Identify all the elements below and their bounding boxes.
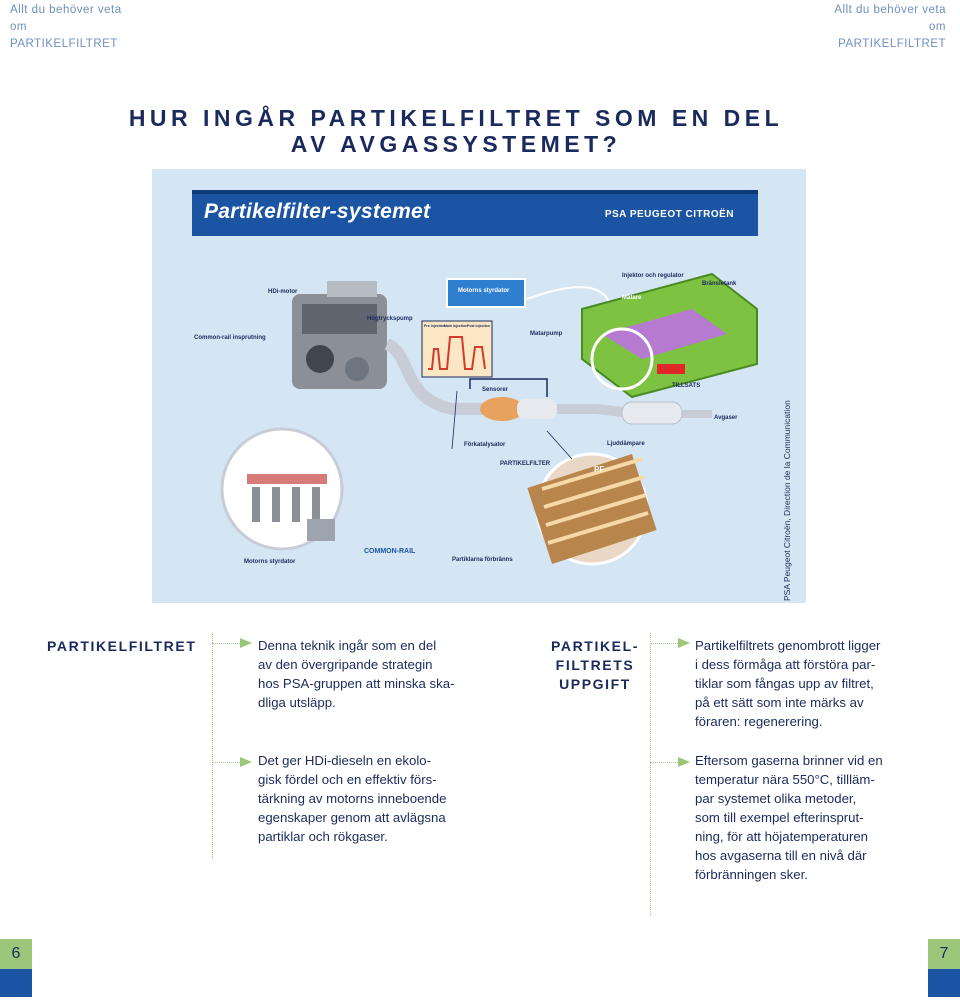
- text-line: Eftersom gaserna brinner vid en: [695, 753, 883, 768]
- text-line: tiklar som fångas upp av filtret,: [695, 676, 874, 691]
- label-main-injection: Main injection: [444, 324, 468, 328]
- label-bransletank: Bränsletank: [702, 281, 737, 287]
- text-line: hos PSA-gruppen att minska ska-: [258, 676, 455, 691]
- section-heading-partikelfiltret: PARTIKELFILTRET: [47, 638, 197, 654]
- text-line: förbränningen sker.: [695, 867, 808, 882]
- running-header-line: Allt du behöver veta: [10, 4, 122, 16]
- system-diagram: [152, 169, 806, 603]
- arrow-icon: [678, 638, 690, 648]
- running-header-line: om: [10, 21, 27, 33]
- paragraph: [695, 636, 880, 731]
- running-header-line: PARTIKELFILTRET: [10, 38, 118, 50]
- page-number-left: [0, 939, 32, 997]
- text-line: Partikelfiltrets genombrott ligger: [695, 638, 881, 653]
- divider-line: [650, 633, 651, 916]
- label-pf: PF: [594, 465, 605, 474]
- label-post-injection: Post injection: [467, 324, 490, 328]
- label-common-rail: COMMON-RAIL: [364, 548, 416, 555]
- label-matarpump: Matarpump: [530, 331, 563, 337]
- particulate-filter-illustration: [527, 454, 656, 564]
- arrow-icon: [240, 757, 252, 767]
- paragraph: [695, 751, 883, 884]
- arrow-icon: [240, 638, 252, 648]
- label-hogtryckspump: Högtryckspump: [367, 316, 413, 322]
- label-motorns-styrdator-top: Motorns styrdator: [458, 288, 510, 294]
- label-forkatalysator: Förkatalysator: [464, 442, 506, 448]
- paragraph: [258, 636, 454, 712]
- page-tab: [928, 969, 960, 997]
- running-header-line: Allt du behöver veta: [834, 4, 946, 16]
- paragraph: [258, 751, 446, 846]
- text-line: i dess förmåga att förstöra par-: [695, 657, 876, 672]
- label-partiklarna-forbranns: Partiklarna förbränns: [452, 557, 513, 563]
- page-tab: [0, 969, 32, 997]
- label-common-rail-insprutning: Common-rail insprutning: [194, 335, 266, 341]
- divider-line: [212, 633, 213, 859]
- system-diagram-illustration: [152, 169, 806, 603]
- heading-line: PARTIKEL-: [550, 638, 640, 654]
- text-line: Denna teknik ingår som en del: [258, 638, 437, 653]
- arrow-icon: [678, 757, 690, 767]
- page-number-right: [928, 939, 960, 997]
- label-ljuddampare: Ljuddämpare: [607, 441, 645, 447]
- text-line: ning, för att höjatemperaturen: [695, 829, 869, 844]
- text-line: som till exempel efterinsprut-: [695, 810, 864, 825]
- engine-illustration: [292, 281, 387, 389]
- heading-line: UPPGIFT: [559, 676, 631, 692]
- brand-logo: PSA PEUGEOT CITROËN: [604, 209, 734, 220]
- label-motorns-styrdator-bottom: Motorns styrdator: [244, 559, 296, 565]
- text-line: tärkning av motorns inneboende: [258, 791, 447, 806]
- running-header-right: [834, 2, 946, 53]
- running-header-line: om: [929, 21, 946, 33]
- heading-line: FILTRETS: [555, 657, 635, 673]
- label-avgaser: Avgaser: [714, 415, 738, 421]
- text-line: partiklar och rökgaser.: [258, 829, 388, 844]
- text-line: på ett sätt som inte märks av: [695, 695, 864, 710]
- label-partikelfilter: PARTIKELFILTER: [500, 461, 551, 467]
- text-line: hos avgaserna till en nivå där: [695, 848, 867, 863]
- running-header-left: [10, 2, 122, 53]
- text-line: av den övergripande strategin: [258, 657, 433, 672]
- label-tillsats: TILLSATS: [672, 383, 701, 389]
- label-matare: Mätare: [622, 295, 642, 301]
- text-line: dliga utsläpp.: [258, 695, 336, 710]
- text-line: egenskaper genom att avlägsna: [258, 810, 446, 825]
- diagram-title: Partikelfilter-systemet: [204, 200, 431, 223]
- text-line: temperatur nära 550°C, tillläm-: [695, 772, 875, 787]
- label-injektor-och-regulator: Injektor och regulator: [622, 273, 684, 279]
- label-hdi-motor: HDi-motor: [268, 289, 298, 295]
- fuel-tank-illustration: [582, 274, 757, 397]
- text-line: par systemet olika metoder,: [695, 791, 857, 806]
- page-number: 7: [928, 939, 960, 969]
- page-title-line: HUR INGÅR PARTIKELFILTRET SOM EN DEL: [128, 105, 784, 131]
- label-sensorer: Sensorer: [482, 387, 509, 393]
- text-line: Det ger HDi-dieseln en ekolo-: [258, 753, 431, 768]
- label-pre-injection: Pre injection: [424, 324, 446, 328]
- text-line: gisk fördel och en effektiv förs-: [258, 772, 437, 787]
- running-header-line: PARTIKELFILTRET: [838, 38, 946, 50]
- photo-credit: PSA Peugeot Citroën, Direction de la Communication: [782, 400, 792, 601]
- page-title-line: AV AVGASSYSTEMET?: [290, 131, 622, 157]
- text-line: föraren: regenerering.: [695, 714, 823, 729]
- page-number: 6: [0, 939, 32, 969]
- section-heading-partikelfiltrets-uppgift: [520, 637, 670, 694]
